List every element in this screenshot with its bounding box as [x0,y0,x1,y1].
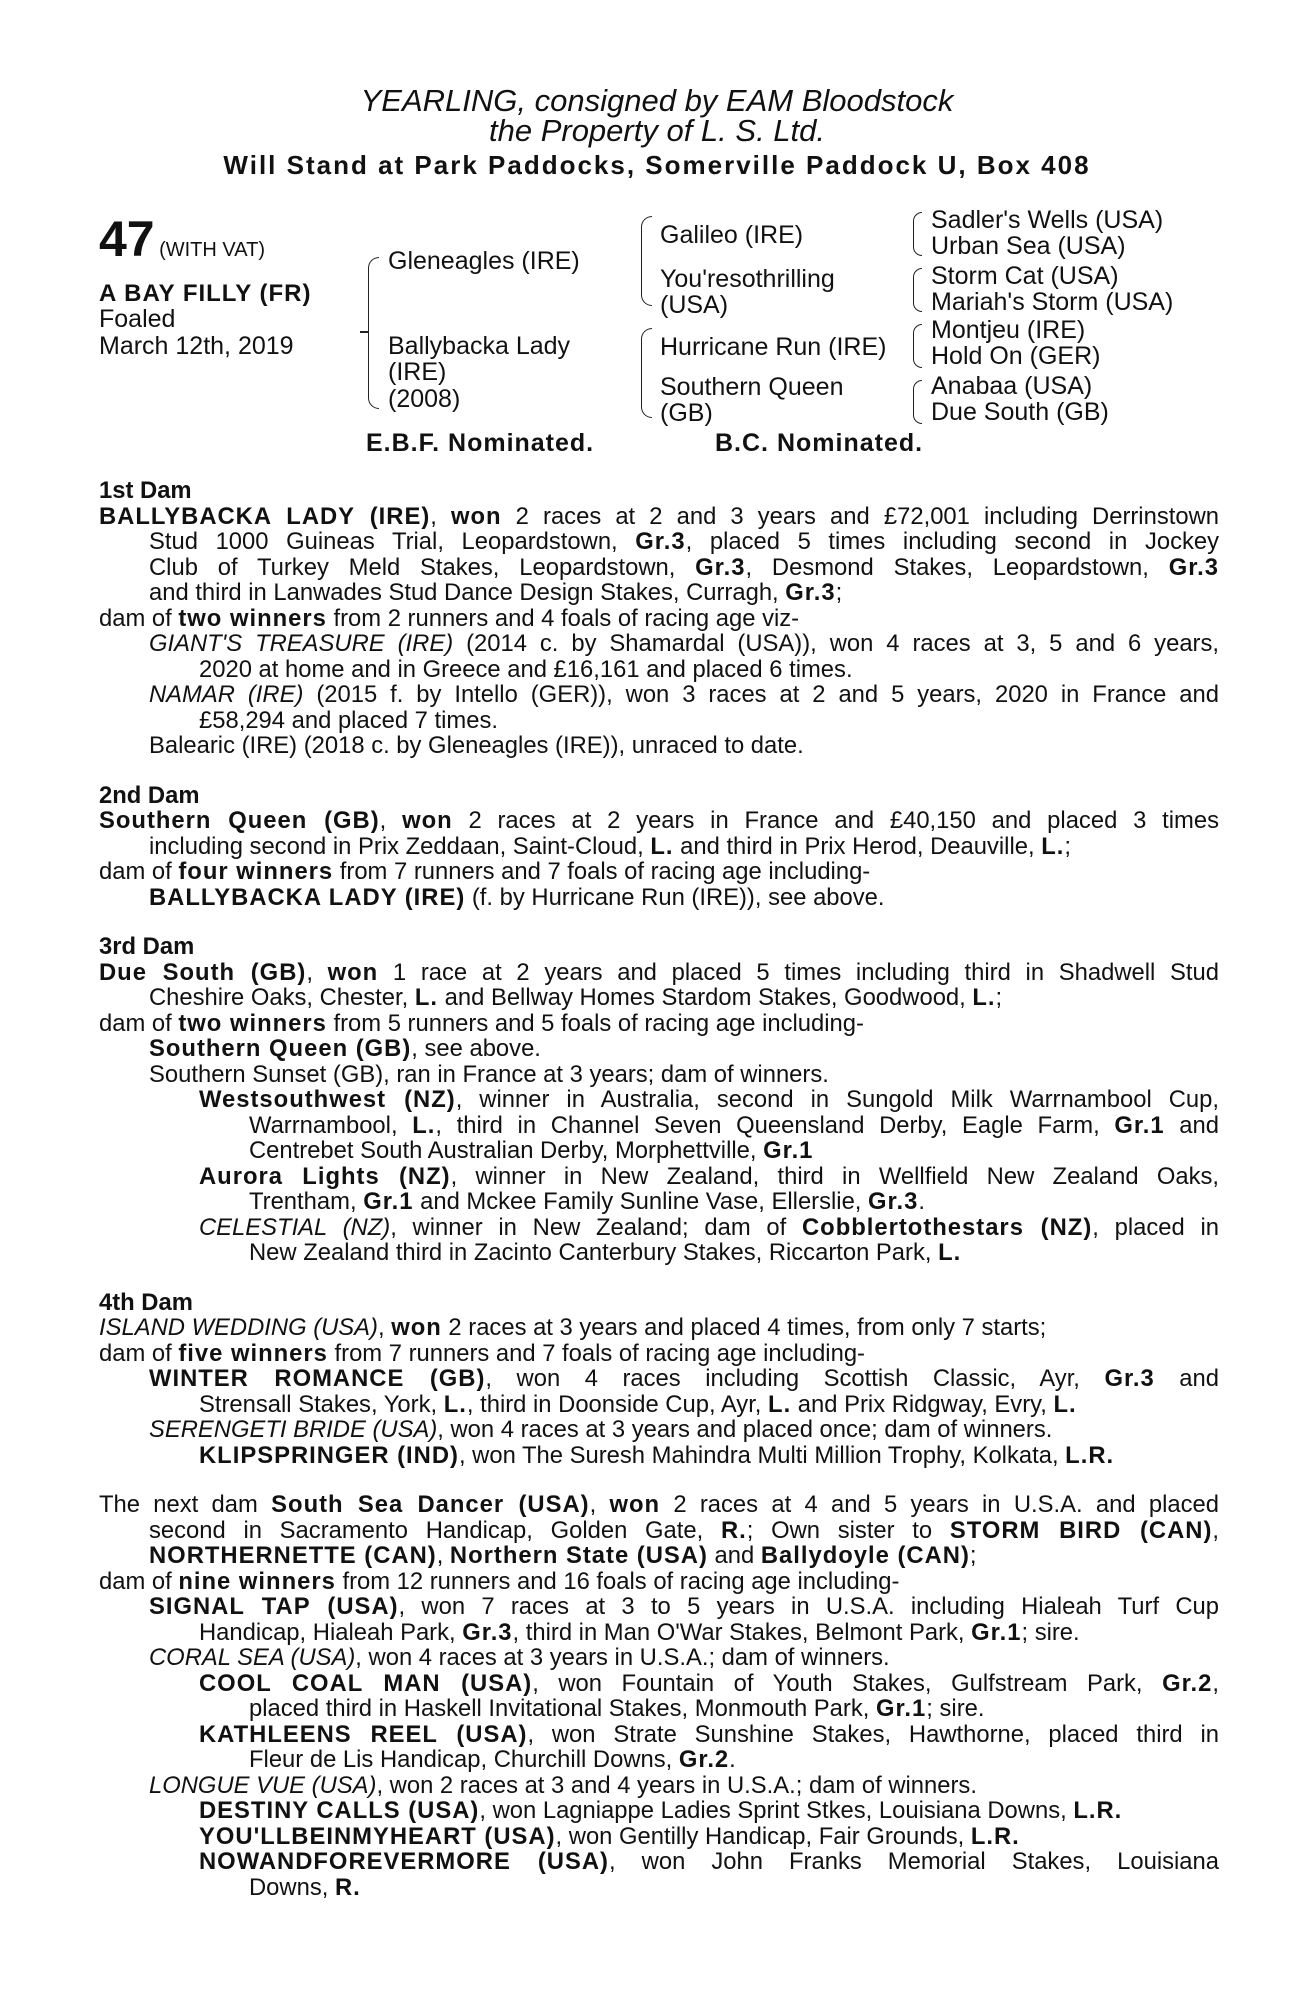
section-gap [99,759,1219,783]
italic-text: CORAL SEA (USA) [149,1644,356,1671]
bold-text: L. [768,1390,792,1418]
pedigree-sire-dam-line2: (USA) [660,291,729,319]
bold-text: KATHLEENS REEL (USA) [199,1720,528,1748]
text-line [99,1696,1219,1722]
pedigree-paragraph [99,1215,1219,1266]
bold-text: L. [938,1239,962,1266]
plain-text: Club of Turkey Meld Stakes, Leopardstown, [149,553,696,581]
plain-text: , winner in Australia, second in Sungold Milk Warrnambool Cup, [455,1086,1220,1113]
bold-text: South Sea Dancer (USA) [271,1491,590,1518]
pedigree-paragraph [99,1773,1219,1799]
text-line [99,555,1219,581]
plain-text: 2 races at 2 years in France and £40,150 and placed 3 times [452,807,1219,834]
pedigree-paragraph [99,1164,1219,1215]
bold-text: Ballydoyle (CAN) [760,1542,970,1569]
pedigree-paragraph [99,1443,1219,1469]
pedigree-g3-5: Montjeu (IRE) [931,316,1086,344]
plain-text: and Bellway Homes Stardom Stakes, Goodwood, [438,984,973,1011]
plain-text: (2014 c. by Shamardal (USA)), won 4 races at 3, 5 and 6 years, [453,630,1219,657]
stabling-line: Will Stand at Park Paddocks, Somerville Paddock U, Box 408 [223,150,1091,180]
plain-text: , [306,958,328,986]
text-line [99,580,1219,606]
plain-text: , won 2 races at 3 and 4 years in U.S.A.; dam of winners. [376,1771,977,1799]
text-line [99,1443,1219,1469]
sire-line-bracket [641,216,652,306]
bold-text: Gr.1 [875,1695,927,1722]
ebf-nominated: E.B.F. Nominated. [366,429,595,457]
text-line [99,657,1219,683]
text-line [99,1569,1219,1595]
text-line [99,1087,1219,1113]
pedigree-paragraph [99,960,1219,1011]
text-line [99,606,1219,632]
text-line [99,1722,1219,1748]
text-line [99,1392,1219,1418]
plain-text: , won Lagniappe Ladies Sprint Stkes, Louisiana Downs, [479,1797,1074,1824]
plain-text: , won 4 races at 3 years in U.S.A.; dam of winners. [355,1644,890,1671]
italic-text: SERENGETI BRIDE (USA) [149,1416,438,1443]
text-line [99,1773,1219,1799]
bold-text: two winners [178,1009,327,1037]
pedigree-dam-dam-line2: (GB) [660,399,713,427]
bold-text: won [609,1491,661,1518]
bold-text: STORM BIRD (CAN) [949,1516,1213,1544]
text-line [99,1849,1219,1875]
pedigree-g3-8: Due South (GB) [931,398,1109,426]
plain-text: and [1154,1365,1219,1392]
pedigree-dam-line3: (2008) [388,385,461,413]
text-line [99,631,1219,657]
bold-text: four winners [178,858,334,885]
bold-text: Gr.3 [1168,553,1220,581]
text-line [99,1036,1219,1062]
plain-text: , placed in [1092,1213,1219,1241]
plain-text: from 7 runners and 7 foals of racing age including- [333,858,871,885]
plain-text: , won Strate Sunshine Stakes, Hawthorne, placed third in [527,1720,1219,1748]
pedigree-g3-1: Sadler's Wells (USA) [931,206,1164,234]
plain-text: , won 7 races at 3 to 5 years in U.S.A. including Hialeah Turf Cup [398,1593,1219,1620]
bold-text: NOWANDFOREVERMORE (USA) [199,1848,609,1875]
plain-text: , [379,807,403,834]
bold-text: Gr.1 [1114,1111,1165,1139]
text-line [99,1824,1219,1850]
bold-text: Due South (GB) [99,958,307,986]
dam-heading: 2nd Dam [99,781,200,809]
text-line [99,1543,1219,1569]
plain-text: ; sire. [1021,1618,1080,1646]
vat-note: (WITH VAT) [159,239,265,261]
section-gap [99,1266,1219,1290]
plain-text: from 7 runners and 7 foals of racing age including- [327,1339,865,1367]
pedigree-paragraph [99,1492,1219,1569]
pedigree-paragraph [99,1087,1219,1164]
bold-text: Southern Queen (GB) [99,807,380,834]
bold-text: won [402,807,453,834]
bold-text: NORTHERNETTE (CAN) [149,1542,437,1569]
pedigree-paragraph [99,1315,1219,1341]
bold-text: L. [414,984,439,1011]
bracket-yourest [913,268,922,312]
pedigree-paragraph [99,1569,1219,1595]
plain-text: , won 4 races at 3 years and placed once; dam of winners. [437,1416,1053,1443]
bold-text: Gr.1 [363,1188,414,1215]
bold-text: DESTINY CALLS (USA) [199,1797,480,1824]
bold-text: R. [720,1516,747,1544]
plain-text: ; [969,1542,977,1569]
plain-text: £58,294 and placed 7 times. [199,706,498,734]
plain-text: Trentham, [249,1188,364,1215]
text-line [99,504,1219,530]
plain-text: , third in Channel Seven Queensland Derby, Eagle Farm, [435,1111,1115,1139]
bold-text: WINTER ROMANCE (GB) [149,1365,486,1392]
plain-text: , [1212,1516,1219,1544]
text-line [99,808,1219,834]
bold-text: L. [972,984,996,1011]
pedigree-paragraph [99,1341,1219,1367]
italic-text: GIANT'S TREASURE (IRE) [149,630,454,657]
plain-text: from 2 runners and 4 foals of racing age viz- [326,604,800,632]
lot-number-block [99,210,265,268]
pedigree-paragraph [99,682,1219,733]
section-gap [99,910,1219,934]
pedigree-sire-sire: Galileo (IRE) [660,221,804,249]
pedigree-g3-3: Storm Cat (USA) [931,262,1119,290]
plain-text: and third in Prix Herod, Deauville, [673,832,1042,860]
italic-text: NAMAR (IRE) [149,681,304,708]
pedigree-g3-2: Urban Sea (USA) [931,232,1126,260]
bold-text: Gr.1 [763,1137,814,1164]
plain-text: , [1212,1669,1219,1697]
bold-text: SIGNAL TAP (USA) [149,1593,399,1620]
plain-text: and Mckee Family Sunline Vase, Ellerslie, [413,1188,869,1215]
bold-text: KLIPSPRINGER (IND) [199,1441,459,1469]
bold-text: Gr.3 [1104,1365,1155,1392]
plain-text: dam of [99,1567,179,1595]
pedigree-paragraph [99,1036,1219,1062]
text-line [99,1240,1219,1266]
plain-text: and [707,1542,761,1569]
bold-text: L.R. [970,1822,1020,1850]
plain-text: Balearic (IRE) (2018 c. by Gleneagles (IRE)), unraced to date. [149,732,804,759]
pedigree-paragraph [99,1062,1219,1088]
plain-text: , third in Man O'War Stakes, Belmont Park, [512,1618,972,1646]
sire-dam-bracket [368,257,379,409]
text-line [99,834,1219,860]
pedigree-dam-line1: Ballybacka Lady [388,332,571,360]
text-line [99,1138,1219,1164]
bold-text: Gr.2 [678,1746,730,1773]
plain-text: from 12 runners and 16 foals of racing age including- [335,1567,900,1595]
dam-heading: 1st Dam [99,477,192,504]
bold-text: Gr.3 [462,1618,513,1646]
plain-text: , won 4 races including Scottish Classic, Ayr, [485,1365,1105,1392]
plain-text: ; Own sister to [746,1516,950,1544]
plain-text: and [1164,1111,1219,1139]
bracket-point [360,331,368,333]
plain-text: Southern Sunset (GB), ran in France at 3 years; dam of winners. [149,1060,829,1088]
text-line [99,1492,1219,1518]
plain-text: New Zealand third in Zacinto Canterbury Stakes, Riccarton Park, [249,1239,939,1266]
lot-name: A BAY FILLY (FR) [99,280,312,307]
plain-text: ; [1064,832,1071,860]
plain-text: , [377,1314,392,1341]
pedigree-paragraph [99,733,1219,759]
bold-text: won [450,502,502,530]
bold-text: Aurora Lights (NZ) [199,1162,451,1190]
text-line [99,985,1219,1011]
italic-text: ISLAND WEDDING (USA) [99,1314,378,1341]
bold-text: R. [334,1873,361,1901]
text-line [99,733,1219,759]
text-line [99,1518,1219,1544]
pedigree-paragraph [99,1366,1219,1417]
bold-text: won [391,1314,442,1341]
consignor-line: YEARLING, consigned by EAM Bloodstock [360,83,954,118]
bold-text: Gr.3 [785,579,836,606]
italic-text: CELESTIAL (NZ) [199,1213,391,1241]
pedigree-paragraph [99,1798,1219,1824]
plain-text: Downs, [249,1873,335,1901]
bold-text: L. [1041,832,1065,860]
bold-text: Cobblertothestars (NZ) [801,1213,1093,1241]
bold-text: COOL COAL MAN (USA) [199,1669,533,1697]
pedigree-paragraph [99,1417,1219,1443]
bold-text: L.R. [1065,1441,1115,1469]
pedigree-paragraph [99,606,1219,632]
pedigree-paragraph [99,1824,1219,1850]
foaled-date: March 12th, 2019 [99,332,294,360]
text-line [99,1164,1219,1190]
bold-text: Gr.3 [868,1188,919,1215]
bracket-hurricane [913,324,922,368]
plain-text: 1 race at 2 years and placed 5 times including third in Shadwell Stud [378,958,1219,986]
text-line [99,529,1219,555]
text-line [99,1189,1219,1215]
bold-text: Gr.3 [695,553,746,581]
bold-text: five winners [178,1339,328,1367]
bold-text: Gr.1 [971,1618,1022,1646]
bracket-southern-queen [913,380,922,424]
plain-text: , Desmond Stakes, Leopardstown, [745,553,1169,581]
plain-text: , won Fountain of Youth Stakes, Gulfstream Park, [532,1669,1163,1697]
bc-nominated: B.C. Nominated. [715,429,924,457]
pedigree-paragraph [99,504,1219,606]
bold-text: Gr.2 [1162,1669,1213,1697]
plain-text: , won Gentilly Handicap, Fair Grounds, [555,1822,971,1850]
pedigree-paragraph [99,1645,1219,1671]
bold-text: BALLYBACKA LADY (IRE) [99,502,431,530]
plain-text: 2020 at home and in Greece and £16,161 and placed 6 times. [199,655,853,683]
plain-text: placed third in Haskell Invitational Stakes, Monmouth Park, [249,1695,876,1722]
property-line: the Property of L. S. Ltd. [488,113,826,148]
bracket-galileo [913,212,922,256]
plain-text: . [918,1188,925,1215]
pedigree-g3-6: Hold On (GER) [931,342,1101,370]
text-line [99,1645,1219,1671]
pedigree-paragraph [99,808,1219,859]
pedigree-sire-dam-line1: You'resothrilling [660,265,835,293]
text-line [99,859,1219,885]
plain-text: ; [995,984,1003,1011]
plain-text: ; sire. [926,1695,985,1722]
plain-text: The next dam [99,1491,272,1518]
text-line [99,1875,1219,1901]
text-line [99,1671,1219,1697]
bold-text: BALLYBACKA LADY (IRE) [149,883,466,911]
plain-text: , third in Doonside Cup, Ayr, [466,1390,769,1418]
bold-text: L.R. [1073,1797,1123,1824]
plain-text: , [430,502,451,530]
text-line [99,1747,1219,1773]
plain-text: and Prix Ridgway, Evry, [791,1390,1054,1418]
text-line [99,885,1219,911]
pedigree-paragraph [99,1011,1219,1037]
plain-text: Handicap, Hialeah Park, [199,1618,463,1646]
section-gap [99,1468,1219,1492]
dam-line-bracket [641,328,652,418]
pedigree-sire: Gleneagles (IRE) [388,247,580,275]
pedigree-paragraph [99,1849,1219,1900]
plain-text: , [436,1542,450,1569]
plain-text: from 5 runners and 5 foals of racing age including- [326,1009,864,1037]
plain-text: Warrnambool, [249,1111,413,1139]
bold-text: L. [412,1111,436,1139]
plain-text: and third in Lanwades Stud Dance Design Stakes, Curragh, [149,579,786,606]
pedigree-paragraph [99,631,1219,682]
plain-text: second in Sacramento Handicap, Golden Gate, [149,1516,721,1544]
pedigree-g3-4: Mariah's Storm (USA) [931,288,1174,316]
plain-text: , won John Franks Memorial Stakes, Louisiana [608,1848,1220,1875]
text-line [99,960,1219,986]
bold-text: Gr.3 [635,528,686,555]
catalogue-body [99,478,1219,1900]
pedigree-dam-sire: Hurricane Run (IRE) [660,333,887,361]
plain-text: (2015 f. by Intello (GER)), won 3 races at 2 and 5 years, 2020 in France and [303,681,1219,708]
bold-text: two winners [178,604,327,632]
plain-text: Stud 1000 Guineas Trial, Leopardstown, [149,528,636,555]
pedigree-dam-line2: (IRE) [388,358,447,386]
plain-text: Centrebet South Australian Derby, Morphettville, [249,1137,764,1164]
plain-text: , winner in New Zealand; dam of [390,1213,802,1241]
text-line [99,1215,1219,1241]
bold-text: L. [443,1390,467,1418]
plain-text: , winner in New Zealand, third in Wellfield New Zealand Oaks, [450,1162,1219,1190]
pedigree-g3-7: Anabaa (USA) [931,372,1093,400]
bold-text: Northern State (USA) [449,1542,708,1569]
plain-text: dam of [99,1339,179,1367]
plain-text: , see above. [411,1035,541,1062]
pedigree-paragraph [99,1722,1219,1773]
pedigree-paragraph [99,885,1219,911]
plain-text: (f. by Hurricane Run (IRE)), see above. [465,883,885,911]
text-line [99,1113,1219,1139]
bold-text: L. [650,832,674,860]
bold-text: L. [1053,1390,1077,1418]
bold-text: Southern Queen (GB) [149,1035,412,1062]
italic-text: LONGUE VUE (USA) [149,1771,377,1799]
text-line [99,1417,1219,1443]
text-line [99,1594,1219,1620]
bold-text: won [327,958,379,986]
plain-text: 2 races at 2 and 3 years and £72,001 including Derrinstown [501,502,1219,530]
plain-text: dam of [99,1009,179,1037]
dam-heading: 3rd Dam [99,933,195,960]
bold-text: YOU'LLBEINMYHEART (USA) [199,1822,556,1850]
text-line [99,1011,1219,1037]
plain-text: , [589,1491,610,1518]
text-line [99,708,1219,734]
plain-text: ; [835,579,843,606]
plain-text: Fleur de Lis Handicap, Churchill Downs, [249,1746,679,1773]
lot-number: 47 [99,211,155,267]
dam-heading: 4th Dam [99,1288,193,1316]
plain-text: 2 races at 3 years and placed 4 times, from only 7 starts; [441,1314,1047,1341]
text-line [99,1366,1219,1392]
plain-text: including second in Prix Zeddaan, Saint-Cloud, [149,832,651,860]
plain-text: , won The Suresh Mahindra Multi Million Trophy, Kolkata, [458,1441,1066,1469]
text-line [99,1315,1219,1341]
pedigree-paragraph [99,859,1219,885]
plain-text: Cheshire Oaks, Chester, [149,984,415,1011]
pedigree-paragraph [99,1671,1219,1722]
foaled-label: Foaled [99,305,176,333]
plain-text: Strensall Stakes, York, [199,1390,444,1418]
plain-text: , placed 5 times including second in Jockey [685,528,1220,555]
plain-text: 2 races at 4 and 5 years in U.S.A. and placed [660,1491,1219,1518]
text-line [99,1620,1219,1646]
bold-text: nine winners [178,1567,336,1595]
text-line [99,682,1219,708]
plain-text: dam of [99,858,179,885]
text-line [99,1341,1219,1367]
text-line [99,1062,1219,1088]
pedigree-paragraph [99,1594,1219,1645]
text-line [99,1798,1219,1824]
plain-text: . [729,1746,736,1773]
pedigree-dam-dam-line1: Southern Queen [660,373,844,401]
bold-text: Westsouthwest (NZ) [199,1086,456,1113]
plain-text: dam of [99,604,179,632]
